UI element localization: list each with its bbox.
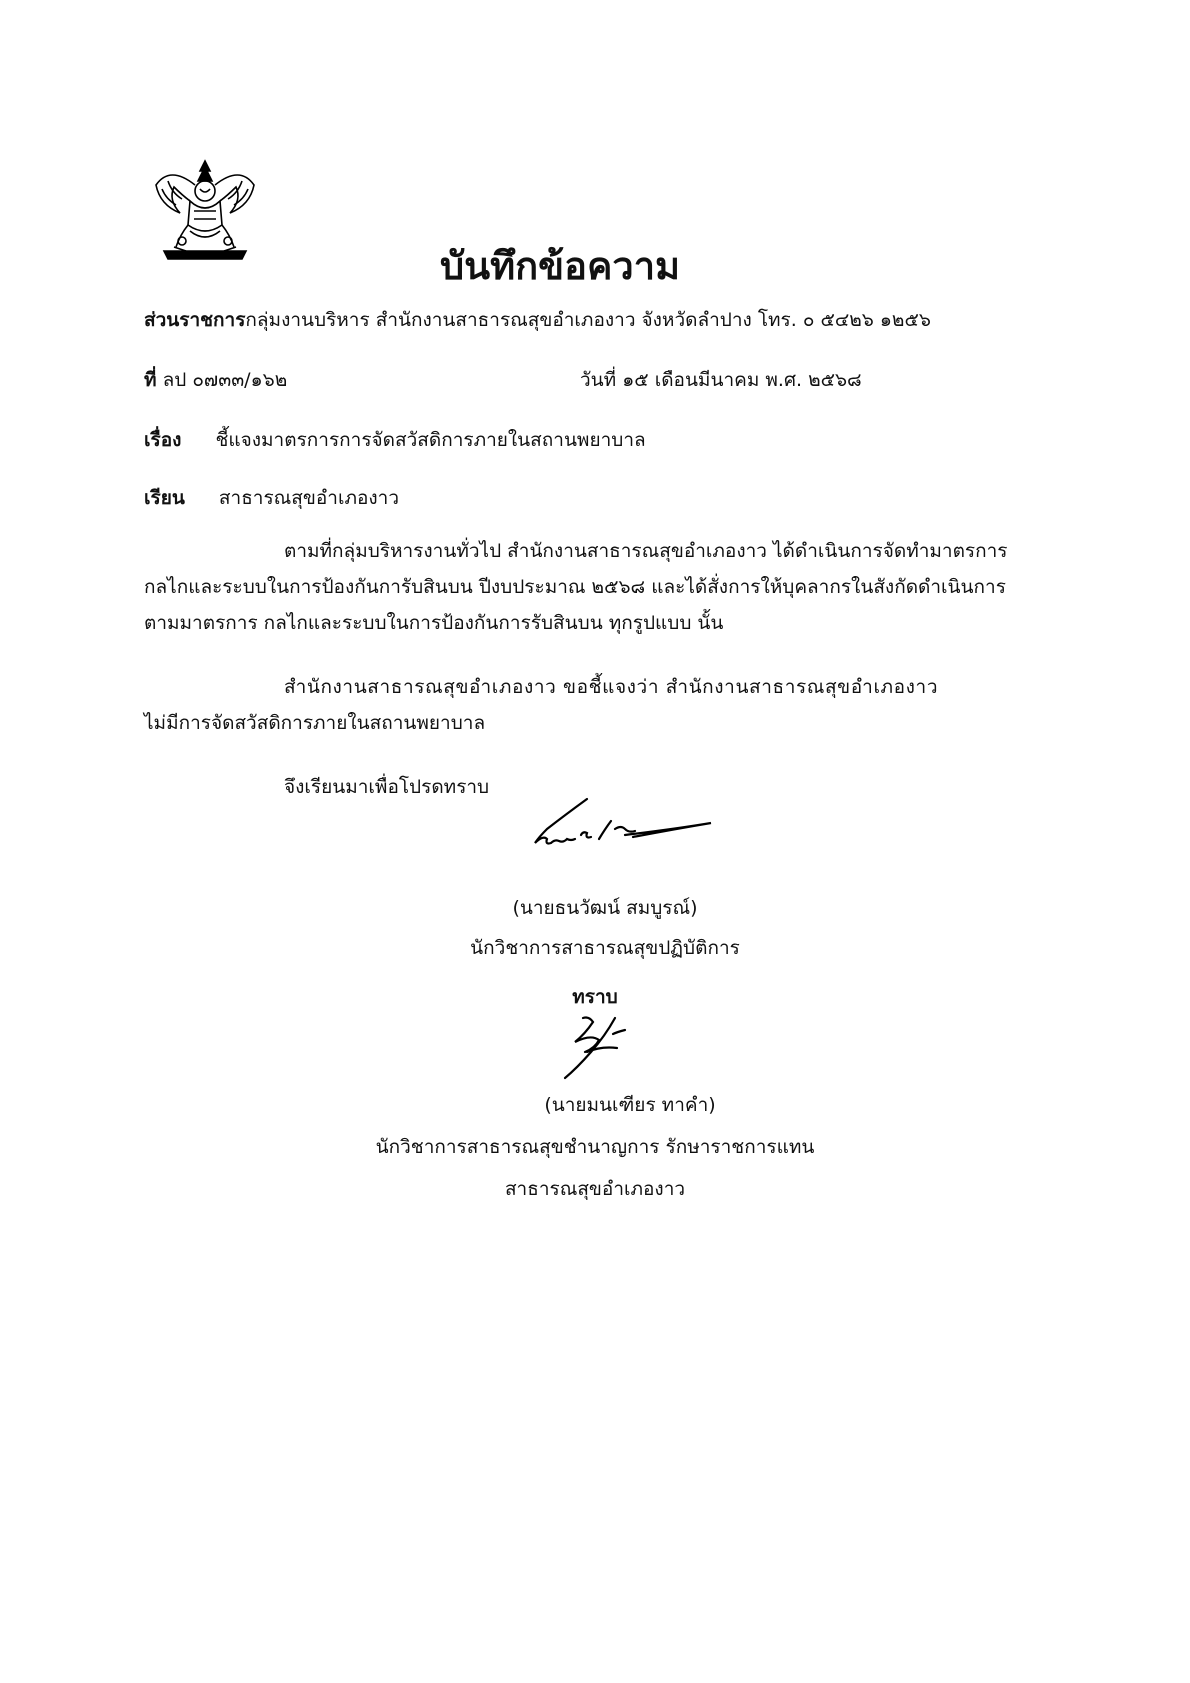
signatory-1-name: (นายธนวัฒน์ สมบูรณ์) xyxy=(512,897,698,919)
garuda-emblem-icon xyxy=(150,155,260,270)
recipient-label: เรียน xyxy=(144,487,185,509)
paragraph-1-line-2: กลไกและระบบในการป้องกันการับสินบน ปีงบประมาณ ๒๕๖๘ และได้สั่งการให้บุคลากรในสังกัดดำเนินการ xyxy=(144,576,1006,598)
body-paragraph-2 xyxy=(144,669,1049,741)
paragraph-2-line-2: ไม่มีการจัดสวัสดิการภายในสถานพยาบาล xyxy=(144,712,486,734)
paragraph-2-line-1: สำนักงานสาธารณสุขอำเภองาว ขอชี้แจงว่า สำนักงานสาธารณสุขอำเภองาว xyxy=(284,676,939,698)
department-line xyxy=(144,305,931,335)
department-label: ส่วนราชการ xyxy=(144,309,246,331)
recipient-value: สาธารณสุขอำเภองาว xyxy=(218,487,399,509)
subject-value: ชี้แจงมาตรการการจัดสวัสดิการภายในสถานพยาบาล xyxy=(215,429,646,451)
subject-line xyxy=(144,425,646,455)
signatory-1-position: นักวิชาการสาธารณสุขปฏิบัติการ xyxy=(470,937,740,959)
signatory-2-block xyxy=(0,1090,1190,1204)
reference-label: ที่ xyxy=(144,369,157,391)
memo-date: วันที่ ๑๕ เดือนมีนาคม พ.ศ. ๒๕๖๘ xyxy=(580,369,862,391)
subject-label: เรื่อง xyxy=(144,429,182,451)
signatory-2-position-line-2: สาธารณสุขอำเภองาว xyxy=(504,1178,686,1200)
signatory-1-block xyxy=(0,893,1190,963)
signature-2-image xyxy=(555,1012,645,1082)
body-paragraph-1 xyxy=(144,533,1049,641)
paragraph-1-line-1: ตามที่กลุ่มบริหารงานทั่วไป สำนักงานสาธารณสุขอำเภองาว ได้ดำเนินการจัดทำมาตรการ xyxy=(284,540,1008,562)
recipient-line xyxy=(144,483,399,513)
department-value: กลุ่มงานบริหาร สำนักงานสาธารณสุขอำเภองาว จังหวัดลำปาง โทร. ๐ ๕๔๒๖ ๑๒๕๖ xyxy=(245,309,931,331)
reference-value: ลป ๐๗๓๓/๑๖๒ xyxy=(162,369,288,391)
signatory-2-position-line-1: นักวิชาการสาธารณสุขชำนาญการ รักษาราชการแทน xyxy=(375,1136,815,1158)
reference-line xyxy=(144,365,287,395)
signature-1-image xyxy=(525,795,725,855)
signatory-2-name: (นายมนเฑียร ทาคำ) xyxy=(544,1094,716,1116)
paragraph-1-line-3: ตามมาตรการ กลไกและระบบในการป้องกันการรับสินบน ทุกรูปแบบ นั้น xyxy=(144,612,724,634)
closing-line: จึงเรียนมาเพื่อโปรดทราบ xyxy=(284,776,490,798)
memo-title: บันทึกข้อความ xyxy=(440,244,681,288)
acknowledge-label: ทราบ xyxy=(572,986,618,1008)
